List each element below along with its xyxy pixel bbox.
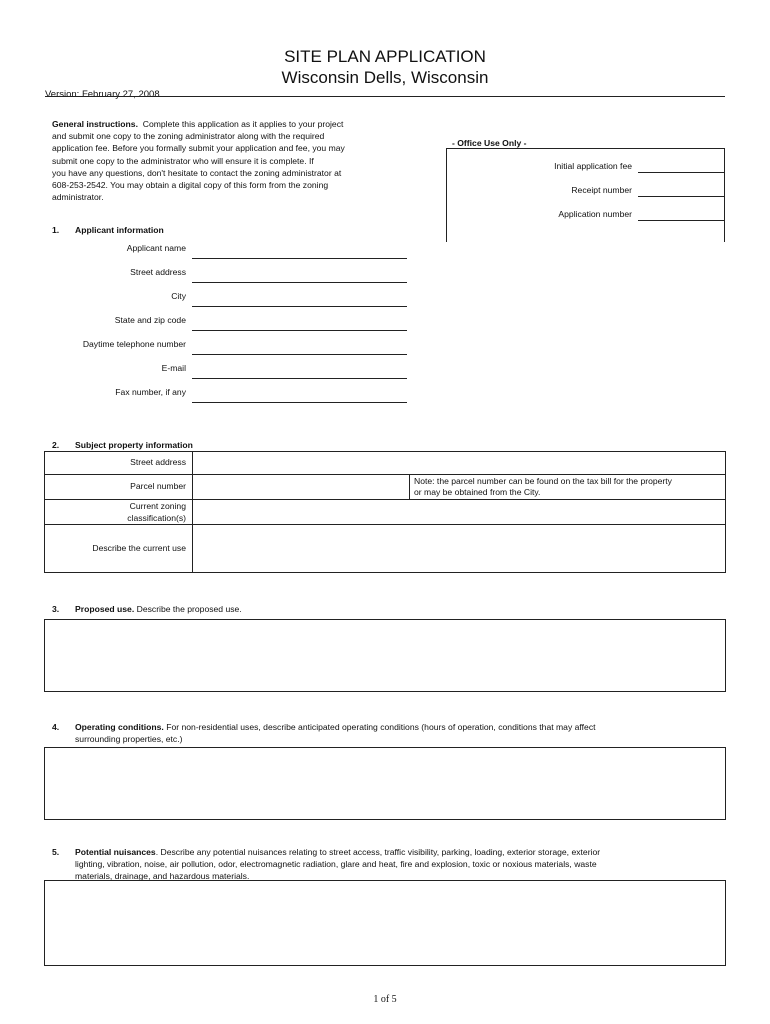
- office-use-heading: - Office Use Only -: [452, 138, 527, 148]
- property-table-divider: [192, 451, 193, 573]
- instructions-line-3: submit one copy to the administrator who will ensure it is complete. If: [52, 155, 314, 166]
- city-field[interactable]: [192, 306, 407, 307]
- city-label: City: [171, 291, 186, 301]
- section5-heading: Potential nuisances: [75, 847, 156, 857]
- office-field-label-receipt: Receipt number: [571, 185, 632, 195]
- section5-description-3: materials, drainage, and hazardous materials.: [75, 871, 250, 882]
- street-address-label: Street address: [130, 267, 186, 277]
- page-title: SITE PLAN APPLICATION: [284, 47, 486, 66]
- parcel-number-label: Parcel number: [130, 481, 186, 491]
- potential-nuisances-field[interactable]: [44, 880, 726, 966]
- applicant-name-label: Applicant name: [126, 243, 186, 253]
- office-field-label-fee: Initial application fee: [554, 161, 632, 171]
- fax-field[interactable]: [192, 402, 407, 403]
- zoning-label: [48, 500, 186, 524]
- office-field-application[interactable]: [638, 220, 724, 221]
- phone-field[interactable]: [192, 354, 407, 355]
- zoning-field[interactable]: [194, 501, 724, 523]
- section5-text: [75, 846, 725, 883]
- instructions-line-1: and submit one copy to the zoning administrator along with the required: [52, 131, 325, 142]
- street-address-field[interactable]: [192, 282, 407, 283]
- section3-text: [75, 603, 242, 615]
- instructions-line-2: application fee. Before you formally submit your application and fee, you may: [52, 143, 345, 154]
- section4-description-2: surrounding properties, etc.): [75, 734, 183, 745]
- page-subtitle: Wisconsin Dells, Wisconsin: [281, 68, 489, 87]
- email-label: E-mail: [161, 363, 186, 373]
- section5-description-2: lighting, vibration, noise, air pollution, odor, electromagnetic radiation, glare and heat, fire and explosion, toxic or noxious materials, waste: [75, 859, 597, 870]
- email-field[interactable]: [192, 378, 407, 379]
- section3-number: 3.: [52, 604, 60, 614]
- state-zip-label: State and zip code: [114, 315, 186, 325]
- office-field-fee[interactable]: [638, 172, 724, 173]
- section4-number: 4.: [52, 722, 60, 732]
- section5-number: 5.: [52, 847, 60, 857]
- parcel-note: [414, 476, 724, 498]
- current-use-label: Describe the current use: [92, 543, 186, 553]
- section1-heading: Applicant information: [75, 225, 164, 235]
- section4-description-1: For non-residential uses, describe anticipated operating conditions (hours of operation, conditions that may affect: [166, 722, 596, 732]
- instructions-line-5: 608-253-2542. You may obtain a digital copy of this form from the zoning: [52, 180, 329, 191]
- page-number: 1 of 5: [373, 994, 397, 1005]
- zoning-label-line-2: classification(s): [127, 513, 186, 523]
- parcel-number-field[interactable]: [194, 476, 407, 498]
- fax-label: Fax number, if any: [115, 387, 186, 397]
- instructions-line-6: administrator.: [52, 192, 104, 203]
- section2-heading: Subject property information: [75, 440, 193, 450]
- header-rule: [45, 96, 725, 97]
- state-zip-field[interactable]: [192, 330, 407, 331]
- section5-description-1: . Describe any potential nuisances relating to street access, traffic visibility, parking, loading, exterior storage, exterior: [155, 847, 601, 857]
- office-field-receipt[interactable]: [638, 196, 724, 197]
- instructions-heading: General instructions.: [52, 119, 138, 129]
- property-row-rule: [44, 474, 726, 475]
- parcel-note-divider: [409, 474, 410, 499]
- instructions-line-4: you have any questions, don't hesitate to contact the zoning administrator at: [52, 167, 342, 178]
- instructions-block: [52, 118, 402, 203]
- section4-text: [75, 721, 725, 745]
- property-street-field[interactable]: [194, 452, 724, 473]
- section2-number: 2.: [52, 440, 60, 450]
- property-street-label: Street address: [130, 457, 186, 467]
- proposed-use-field[interactable]: [44, 619, 726, 692]
- parcel-note-line-1: Note: the parcel number can be found on the tax bill for the property: [414, 476, 672, 486]
- office-field-label-application: Application number: [558, 209, 632, 219]
- section3-heading: Proposed use.: [75, 604, 135, 614]
- section1-number: 1.: [52, 225, 60, 235]
- zoning-label-line-1: Current zoning: [129, 501, 186, 511]
- applicant-name-field[interactable]: [192, 258, 407, 259]
- operating-conditions-field[interactable]: [44, 747, 726, 820]
- parcel-note-line-2: or may be obtained from the City.: [414, 487, 541, 497]
- instructions-line-0: Complete this application as it applies to your project: [142, 119, 344, 129]
- version-text: Version: February 27, 2008: [45, 89, 160, 100]
- current-use-field[interactable]: [194, 526, 724, 572]
- phone-label: Daytime telephone number: [82, 339, 186, 349]
- section4-heading: Operating conditions.: [75, 722, 164, 732]
- section3-description: Describe the proposed use.: [136, 604, 242, 614]
- property-row-rule: [44, 524, 726, 525]
